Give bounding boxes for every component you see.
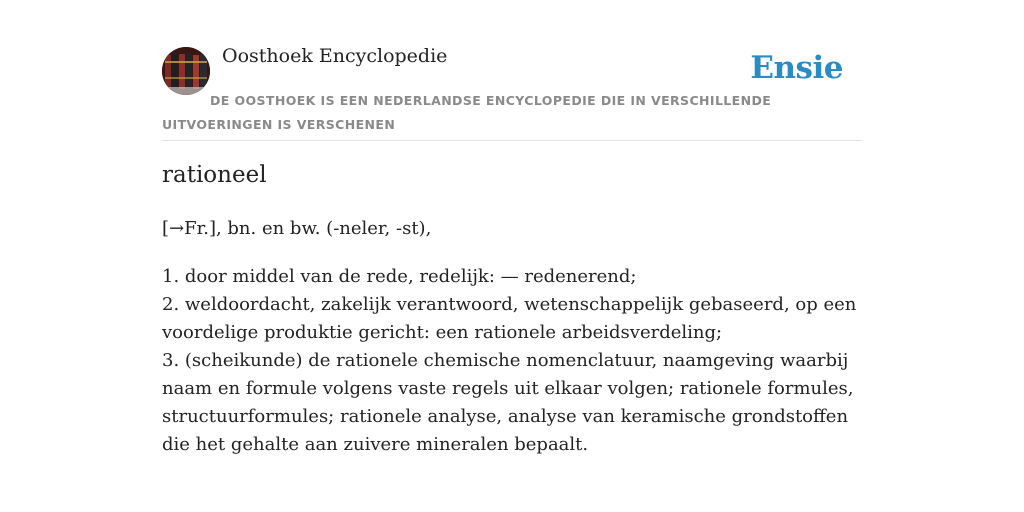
- entry-meta: [→Fr.], bn. en bw. (-neler, -st),: [162, 218, 432, 239]
- page: [162, 0, 862, 512]
- book-title[interactable]: Oosthoek Encyclopedie: [222, 45, 448, 67]
- book-avatar[interactable]: [162, 47, 210, 95]
- definition-item: 1. door middel van de rede, redelijk: — redenerend;: [162, 266, 637, 287]
- entry-definitions: [162, 263, 862, 459]
- entry-term: rationeel: [162, 162, 267, 188]
- definition-item: 3. (scheikunde) de rationele chemische nomenclatuur, naamgeving waarbij naam en formule volgens vaste regels uit elkaar volgen; rationele formules, structuurformules; rationele analyse, analyse van keramische grondstoffen die het gehalte aan zuivere mineralen bepaalt.: [162, 350, 854, 455]
- definition-item: 2. weldoordacht, zakelijk verantwoord, wetenschappelijk gebaseerd, op een voordelige produktie gericht: een rationele arbeidsverdeling;: [162, 294, 857, 343]
- book-subtitle: DE OOSTHOEK IS EEN NEDERLANDSE ENCYCLOPEDIE DIE IN VERSCHILLENDE UITVOERINGEN IS VERSCHENEN: [162, 93, 772, 132]
- book-spines-icon: [162, 47, 210, 95]
- header: [162, 0, 862, 141]
- brand-logo-link[interactable]: Ensie: [750, 50, 843, 86]
